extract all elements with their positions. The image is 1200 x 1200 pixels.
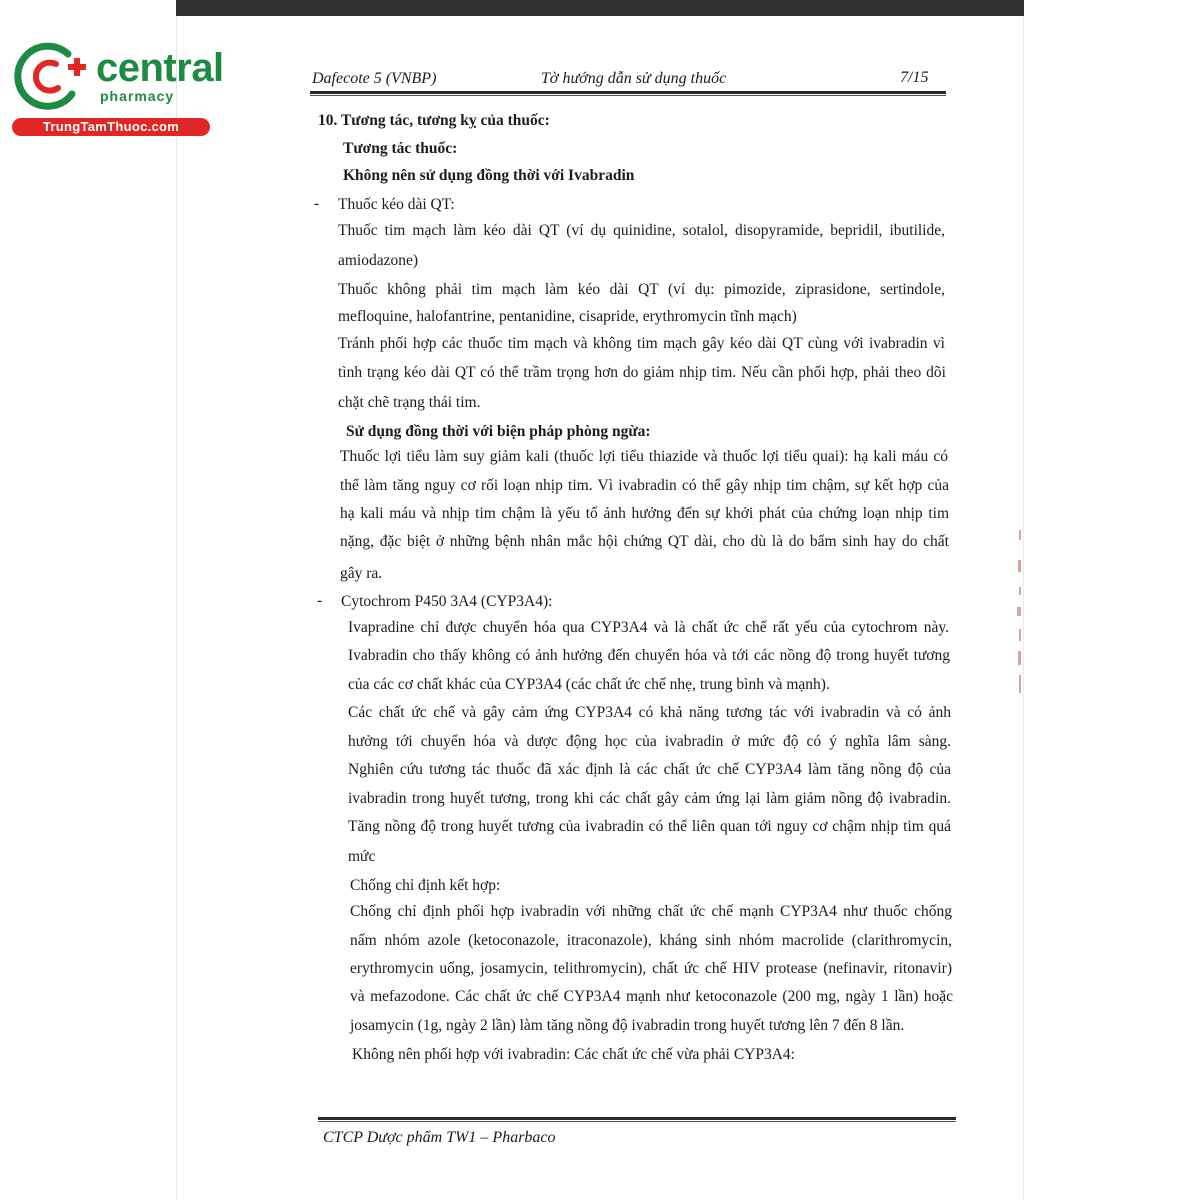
- qt-noncardio-line-1: Thuốc không phải tim mạch làm kéo dài QT (ví dụ: pimozide, ziprasidone, sertindole,: [338, 281, 945, 298]
- contraindication-line-4: và mefazodone. Các chất ức chế CYP3A4 mạnh như ketoconazole (200 mg, ngày 1 lần) hoặc: [350, 988, 953, 1005]
- cyp-heading: Cytochrom P450 3A4 (CYP3A4):: [341, 593, 553, 610]
- stamp-mark: [1013, 525, 1027, 700]
- footer-rule-thin: [318, 1121, 956, 1122]
- moderate-inhibitors-line: Không nên phối hợp với ivabradin: Các chất ức chế vừa phải CYP3A4:: [352, 1046, 795, 1063]
- header-rule: [310, 91, 946, 94]
- logo-url-badge: TrungTamThuoc.com: [12, 118, 210, 136]
- contraindication-heading: Chống chỉ định kết hợp:: [350, 877, 501, 894]
- contraindication-line-2: nấm nhóm azole (ketoconazole, itraconazole), kháng sinh nhóm macrolide (clarithromycin,: [350, 932, 952, 949]
- logo-subtitle: pharmacy: [100, 88, 175, 104]
- qt-avoid-line-1: Tránh phối hợp các thuốc tim mạch và không tim mạch gây kéo dài QT cùng với ivabradin vì: [338, 335, 945, 352]
- section-title: 10. Tương tác, tương kỵ của thuốc:: [318, 112, 550, 129]
- cyp-p2-line-3: Nghiên cứu tương tác thuốc đã xác định là các chất ức chế CYP3A4 làm tăng nồng độ của: [348, 761, 951, 778]
- qt-avoid-line-3: chặt chẽ trạng thái tim.: [338, 394, 481, 411]
- header-rule-thin: [310, 95, 946, 96]
- scan-top-edge: [176, 0, 1024, 16]
- subsection-not-recommended: Không nên sử dụng đồng thời với Ivabradin: [343, 167, 635, 184]
- footer-rule: [318, 1117, 956, 1120]
- contraindication-line-5: josamycin (1g, ngày 2 lần) làm tăng nồng độ ivabradin trong huyết tương lên 7 đến 8 lần.: [350, 1017, 905, 1034]
- cyp-p2-line-1: Các chất ức chế và gây cảm ứng CYP3A4 có khả năng tương tác với ivabradin và có ảnh: [348, 704, 951, 721]
- precaution-heading: Sử dụng đồng thời với biện pháp phòng ngừa:: [346, 423, 651, 440]
- qt-cardio-line-2: amiodazone): [338, 252, 419, 269]
- contraindication-line-3: erythromycin uống, josamycin, telithromycin), chất ức chế HIV protease (nefinavir, ritonavir): [350, 960, 952, 977]
- qt-cardio-line-1: Thuốc tim mạch làm kéo dài QT (ví dụ quinidine, sotalol, disopyramide, bepridil, ibutilide,: [338, 222, 945, 239]
- pharmacy-logo-icon: [10, 36, 90, 116]
- cyp-p1-line-1: Ivapradine chỉ được chuyển hóa qua CYP3A4 và là chất ức chế rất yếu của cytochrom này.: [348, 619, 949, 636]
- page-edge-left: [176, 16, 177, 1200]
- contraindication-line-1: Chống chỉ định phối hợp ivabradin với những chất ức chế mạnh CYP3A4 như thuốc chống: [350, 903, 952, 920]
- header-document-title: Tờ hướng dẫn sử dụng thuốc: [541, 70, 727, 87]
- precaution-line-3: hạ kali máu và nhịp tim chậm là yếu tố ảnh hưởng đến sự khởi phát của chứng loạn nhịp tim: [340, 505, 949, 522]
- precaution-line-4: nặng, đặc biệt ở những bệnh nhân mắc hội chứng QT dài, cho dù là do bẩm sinh hay do chất: [340, 533, 949, 550]
- bullet-dash: -: [317, 592, 323, 609]
- cyp-p2-line-2: hưởng tới chuyển hóa và dược động học của ivabradin ở mức độ có ý nghĩa lâm sàng.: [348, 733, 951, 750]
- header-page-number: 7/15: [900, 69, 929, 86]
- cyp-p1-line-3: của các cơ chất khác của CYP3A4 (các chất ức chế nhẹ, trung bình và mạnh).: [348, 676, 830, 693]
- qt-noncardio-line-2: mefloquine, halofantrine, pentanidine, cisapride, erythromycin tĩnh mạch): [338, 308, 797, 325]
- cyp-p1-line-2: Ivabradin cho thấy không có ảnh hưởng đến chuyển hóa và tới các nồng độ trong huyết tương: [348, 647, 950, 664]
- pharmacy-logo: [10, 36, 224, 136]
- header-product-name: Dafecote 5 (VNBP): [312, 70, 437, 87]
- qt-heading: Thuốc kéo dài QT:: [338, 196, 455, 213]
- logo-wordmark: central: [96, 46, 224, 90]
- cyp-p2-line-5: Tăng nồng độ trong huyết tương của ivabradin có thể liên quan tới nguy cơ chậm nhịp tim quá: [348, 818, 951, 835]
- precaution-line-2: thể làm tăng nguy cơ rối loạn nhịp tim. Vì ivabradin có thể gây nhịp tim chậm, sự kết hợp của: [340, 477, 949, 494]
- precaution-line-1: Thuốc lợi tiểu làm suy giảm kali (thuốc lợi tiểu thiazide và thuốc lợi tiểu quai): hạ kali máu có: [340, 448, 948, 465]
- cyp-p2-line-4: ivabradin trong huyết tương, trong khi các chất gây cảm ứng lại làm giảm nồng độ ivabradin.: [348, 790, 951, 807]
- bullet-dash: -: [314, 195, 320, 212]
- qt-avoid-line-2: tình trạng kéo dài QT có thể trầm trọng hơn do giảm nhịp tim. Nếu cần phối hợp, phải theo dõi: [338, 364, 946, 381]
- subsection-drug-interactions: Tương tác thuốc:: [343, 140, 458, 157]
- precaution-line-5: gây ra.: [340, 565, 383, 582]
- cyp-p2-line-6: mức: [348, 848, 376, 865]
- footer-company: CTCP Dược phẩm TW1 – Pharbaco: [323, 1129, 556, 1146]
